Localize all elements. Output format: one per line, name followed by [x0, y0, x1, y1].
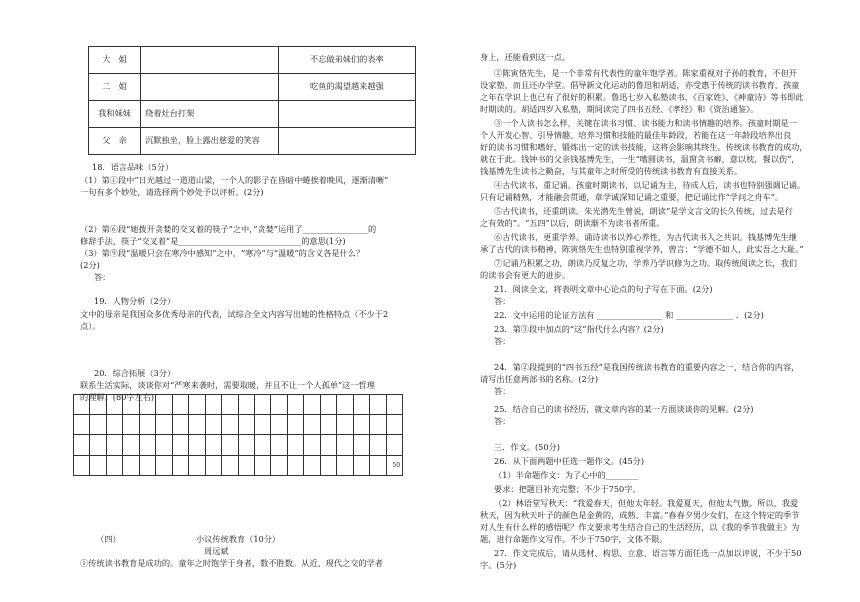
grid-cell[interactable]	[337, 435, 353, 456]
grid-cell[interactable]	[304, 394, 320, 415]
grid-cell[interactable]	[189, 456, 205, 477]
grid-cell[interactable]	[354, 456, 370, 477]
right-text-line: ③一个人读书怎么样，关键在读书习惯、读书能力和读书情趣的培养。孩童时期是一	[494, 118, 797, 128]
grid-cell[interactable]	[173, 415, 189, 436]
right-text-line: 承了古代的读书精神，陈寅恪先生也特别重视学养，曾言：“学德不如人，此实吾之大耻。”	[480, 244, 804, 254]
right-text-line: 23．第③段中加点的“这”指代什么内容？(2分)	[494, 324, 664, 334]
right-text-line: 秋天，因为秋天叶子的颜色是金黄的，成熟、丰富。”春春夕男少女们，在这个特定的季节	[480, 510, 800, 520]
grid-cell[interactable]	[123, 435, 139, 456]
grid-cell[interactable]	[387, 456, 403, 477]
table-cell-role: 大 姐	[89, 47, 141, 74]
right-text-line: 时期读的。胡适四岁入私塾，期间读完了四书五经、《孝经》和《资治通鉴》。	[480, 104, 759, 114]
right-text-line: 设家塾，而且还办学堂。倡导新文化运动的鲁迅和胡适，亦受惠于传统的读书教育，孩童	[480, 80, 800, 90]
left-text-line: 19．人物分析（2分）	[94, 296, 176, 306]
table-cell-trait: 沉默独坐，脸上露出慈爱的笑容	[141, 128, 279, 155]
right-text-line: 要求：把题目补充完整；不少于750字。	[494, 484, 641, 494]
right-text-line: 只有记诵精熟，才能融会贯通，章学诚深知记诵之重要，把记诵比作“学问之舟车”。	[480, 192, 784, 202]
grid-cell[interactable]	[140, 456, 156, 477]
table-cell-result	[278, 128, 415, 155]
grid-cell[interactable]	[337, 415, 353, 436]
left-text-line: 点）。	[80, 321, 101, 331]
right-text-line: 答：	[494, 416, 511, 426]
right-text-line: 25．结合自己的读书经历，就文章内容的某一方面谈谈你的见解。(2分)	[494, 404, 754, 414]
table-row	[89, 128, 416, 155]
grid-cell[interactable]	[206, 435, 222, 456]
left-text-line: 18．语言品味（5分）	[92, 162, 174, 172]
left-text-line: 一句有多个妙处，请选择两个妙处予以评析。(2分)	[80, 187, 264, 197]
grid-cell[interactable]	[222, 456, 238, 477]
right-text-line: 对人生有什么样的感悟呢？作文要求考生结合自己的生活经历，以《我的季节我做主》为	[480, 522, 800, 532]
left-text-line: 修辞手法，筷子“交叉着”是______________________________的意思(1分)	[80, 236, 346, 246]
grid-cell[interactable]	[288, 415, 304, 436]
table-cell-trait	[141, 47, 279, 74]
right-text-line: ⑥古代读书，更重学养。诵诗读书以养心养性，为古代读书人之共识。钱基博先生继	[494, 232, 797, 242]
grid-cell[interactable]	[222, 415, 238, 436]
left-text-line: （四）	[96, 534, 121, 544]
grid-cell[interactable]	[222, 435, 238, 456]
grid-cell[interactable]	[123, 415, 139, 436]
grid-cell[interactable]	[156, 435, 172, 456]
right-text-line: ⑤古代读书，还重朗读。朱光潜先生曾说，朗读“是学文言文的长久传统，过去是行	[494, 206, 793, 216]
grid-cell[interactable]	[288, 456, 304, 477]
grid-cell[interactable]	[337, 394, 353, 415]
left-text-line: 文中的母亲是我国众多优秀母亲的代表，试综合全文内容写出她的性格特点（不少于2	[80, 309, 389, 319]
grid-cell[interactable]	[189, 394, 205, 415]
left-text-line: 周远斌	[204, 546, 229, 556]
right-text-line: （2）林语堂写秋天：“我爱春天，但他太年轻。我爱夏天，但他太气傲。所以，我爱	[494, 498, 799, 508]
grid-cell[interactable]	[288, 435, 304, 456]
table-row	[89, 101, 416, 128]
left-text-line: （2）第⑥段“她拨开贪婪的交叉着的筷子”之中，”贪婪”运用了________________的	[80, 224, 377, 234]
grid-cell[interactable]	[206, 456, 222, 477]
grid-cell[interactable]	[73, 435, 90, 456]
table-cell-trait: 绕着灶台打架	[141, 101, 279, 128]
grid-cell[interactable]	[255, 456, 271, 477]
word-count-mark: 50	[392, 461, 401, 469]
right-text-line: 三．作文。(50分)	[494, 442, 560, 452]
grid-cell[interactable]	[239, 415, 255, 436]
grid-cell[interactable]	[370, 456, 386, 477]
grid-cell[interactable]	[189, 415, 205, 436]
right-text-line: ⑦记诵乃积累之功，朗读乃反复之功，学养乃学识修为之功。取传统阅读之长，我们	[494, 258, 797, 268]
table-cell-result: 吃鱼的渴望越来越强	[278, 74, 415, 101]
grid-cell[interactable]	[206, 394, 222, 415]
grid-cell[interactable]	[321, 435, 337, 456]
table-cell-result	[278, 101, 415, 128]
grid-cell[interactable]	[370, 415, 386, 436]
table-cell-result: 不忘做弟妹们的表率	[278, 47, 415, 74]
right-text-line: 题，进行命题作文写作。不少于750字，文体不限。	[480, 534, 668, 544]
grid-cell[interactable]	[140, 394, 156, 415]
writing-grid[interactable]	[73, 394, 403, 476]
grid-cell[interactable]	[156, 415, 172, 436]
grid-cell[interactable]	[73, 394, 90, 415]
grid-cell[interactable]	[140, 415, 156, 436]
grid-cell[interactable]	[271, 456, 287, 477]
grid-cell[interactable]	[370, 394, 386, 415]
left-text-line: （1）第①段中“日光越过一道道山梁，一个人的影子在昏暗中蜷挨着晚风，逐渐清晰”	[80, 175, 389, 185]
grid-cell[interactable]	[255, 435, 271, 456]
grid-cell[interactable]	[90, 456, 106, 477]
left-text-line: 小议传统教育（10分）	[196, 534, 281, 544]
left-text-line: 20．综合拓展（3分）	[94, 368, 176, 378]
grid-cell[interactable]	[321, 394, 337, 415]
table-row	[89, 47, 416, 74]
left-text-line: ①传统读书教育是成功的。童年之时饱学于身者，数不胜数。从近、现代之交的学者	[80, 558, 383, 568]
grid-cell[interactable]	[271, 415, 287, 436]
right-text-line: 26．从下面两题中任选一题作文。(45分)	[494, 456, 645, 466]
grid-row	[73, 435, 403, 456]
grid-cell[interactable]	[90, 415, 106, 436]
grid-row	[73, 415, 403, 436]
grid-cell[interactable]	[173, 394, 189, 415]
grid-cell[interactable]	[107, 415, 123, 436]
grid-cell[interactable]	[239, 456, 255, 477]
table-cell-role: 父 亲	[89, 128, 141, 155]
left-text-line: (2分)	[80, 260, 100, 270]
grid-cell[interactable]	[222, 394, 238, 415]
right-text-line: 之年在学识上也已有了很好的积累。鲁迅七岁入私塾读书，《百家姓》、《神童诗》等书即此	[480, 92, 804, 102]
right-text-line: 个人开发心智、引导情趣、培养习惯和技能的最佳年龄段，若能在这一年龄段培养出良	[480, 130, 792, 140]
grid-cell[interactable]	[387, 394, 403, 415]
right-text-line: 之有效的”。“五四”以后，朗读渐不为读书者所重。	[480, 218, 665, 228]
grid-cell[interactable]	[73, 456, 90, 477]
right-text-line: 答：	[494, 336, 511, 346]
grid-cell[interactable]	[321, 415, 337, 436]
grid-cell[interactable]	[288, 394, 304, 415]
right-text-line: 21．阅读全文，将表明文章中心论点的句子写在下面。(2分)	[494, 284, 713, 294]
table-cell-role: 二 姐	[89, 74, 141, 101]
character-table	[88, 46, 416, 155]
grid-cell[interactable]	[337, 456, 353, 477]
grid-cell[interactable]	[387, 435, 403, 456]
grid-cell[interactable]	[370, 435, 386, 456]
grid-cell[interactable]	[321, 456, 337, 477]
right-text-line: 好的读书习惯和嗜好，锻炼出一定的读书技能，这将会影响其终生。传统读书教育的成功，	[480, 142, 808, 152]
grid-cell[interactable]	[271, 435, 287, 456]
right-text-line: 27．作文完成后，请从选材、构思、立意、语言等方面任选一点加以评说，不少于50	[494, 548, 802, 558]
left-text-line: （3）第⑨段“温暖只会在寒冷中感知”之中，“寒冷”与“温暖”的含义各是什么？	[80, 248, 365, 258]
grid-cell[interactable]	[189, 435, 205, 456]
grid-cell[interactable]	[90, 435, 106, 456]
grid-cell[interactable]	[173, 435, 189, 456]
grid-cell[interactable]	[107, 456, 123, 477]
grid-cell[interactable]	[239, 394, 255, 415]
grid-cell[interactable]	[304, 456, 320, 477]
right-text-line: 24．第②段提到的“四书五经”是我国传统读书教育的重要内容之一，结合你的内容，	[494, 362, 800, 372]
grid-cell[interactable]	[304, 415, 320, 436]
grid-cell[interactable]	[156, 456, 172, 477]
right-text-line: （1）半命题作文：为了心中的________	[494, 470, 639, 480]
grid-cell[interactable]	[107, 394, 123, 415]
right-text-line: 请写出任意两部书的名称。(2分)	[480, 374, 599, 384]
table-cell-role: 我和妹妹	[89, 101, 141, 128]
right-text-line: 答：	[494, 296, 511, 306]
grid-row	[73, 456, 403, 477]
right-text-line: ④古代读书，重记诵。孩童时期读书，以记诵为主，待成人后，读书也特别强调记诵。	[494, 180, 806, 190]
grid-cell[interactable]	[123, 394, 139, 415]
grid-cell[interactable]	[206, 415, 222, 436]
grid-cell[interactable]	[354, 435, 370, 456]
right-text-line: ②陈寅恪先生，是一个非常有代表性的童年饱学者。陈家重视对子孙的教育，不但开	[494, 68, 797, 78]
grid-cell[interactable]	[255, 394, 271, 415]
grid-row	[73, 394, 403, 415]
grid-cell[interactable]	[73, 415, 90, 436]
grid-cell[interactable]	[123, 456, 139, 477]
left-text-line: 答：	[94, 272, 111, 282]
right-text-line: 22．文中运用的论证方法有 ________________ 和 ______________ ．(2分)	[494, 310, 764, 320]
grid-cell[interactable]	[271, 394, 287, 415]
grid-cell[interactable]	[354, 394, 370, 415]
right-text-line: 钱基博先生读书之勤奋，与其童年之时所受的传统读书教育有直接关系。	[480, 166, 743, 176]
right-text-line: 就在于此。钱钟书的父亲钱基博先生，一生“嗜圆读书，温窗贪书癖，意以枕，餐以伤”，	[480, 154, 800, 164]
right-text-line: 身上，还能看到这一点。	[480, 52, 571, 62]
left-text-line: 的理解。(80字左右)	[80, 392, 155, 402]
grid-cell[interactable]	[107, 435, 123, 456]
grid-cell[interactable]	[255, 415, 271, 436]
right-text-line: 答：	[494, 386, 511, 396]
right-text-line: 字。(5分)	[480, 560, 517, 570]
left-text-line: 联系生活实际，谈谈你对“严寒来袭时，需要取暖，并且不让一个人孤单”这一哲理	[80, 380, 375, 390]
grid-cell[interactable]	[140, 435, 156, 456]
grid-cell[interactable]	[90, 394, 106, 415]
table-cell-trait	[141, 74, 279, 101]
grid-cell[interactable]	[304, 435, 320, 456]
grid-cell[interactable]	[173, 456, 189, 477]
grid-cell[interactable]	[387, 415, 403, 436]
grid-cell[interactable]	[239, 435, 255, 456]
grid-cell[interactable]	[156, 394, 172, 415]
right-text-line: 的读书会有更大的进步。	[480, 270, 571, 280]
grid-cell[interactable]	[354, 415, 370, 436]
table-row	[89, 74, 416, 101]
